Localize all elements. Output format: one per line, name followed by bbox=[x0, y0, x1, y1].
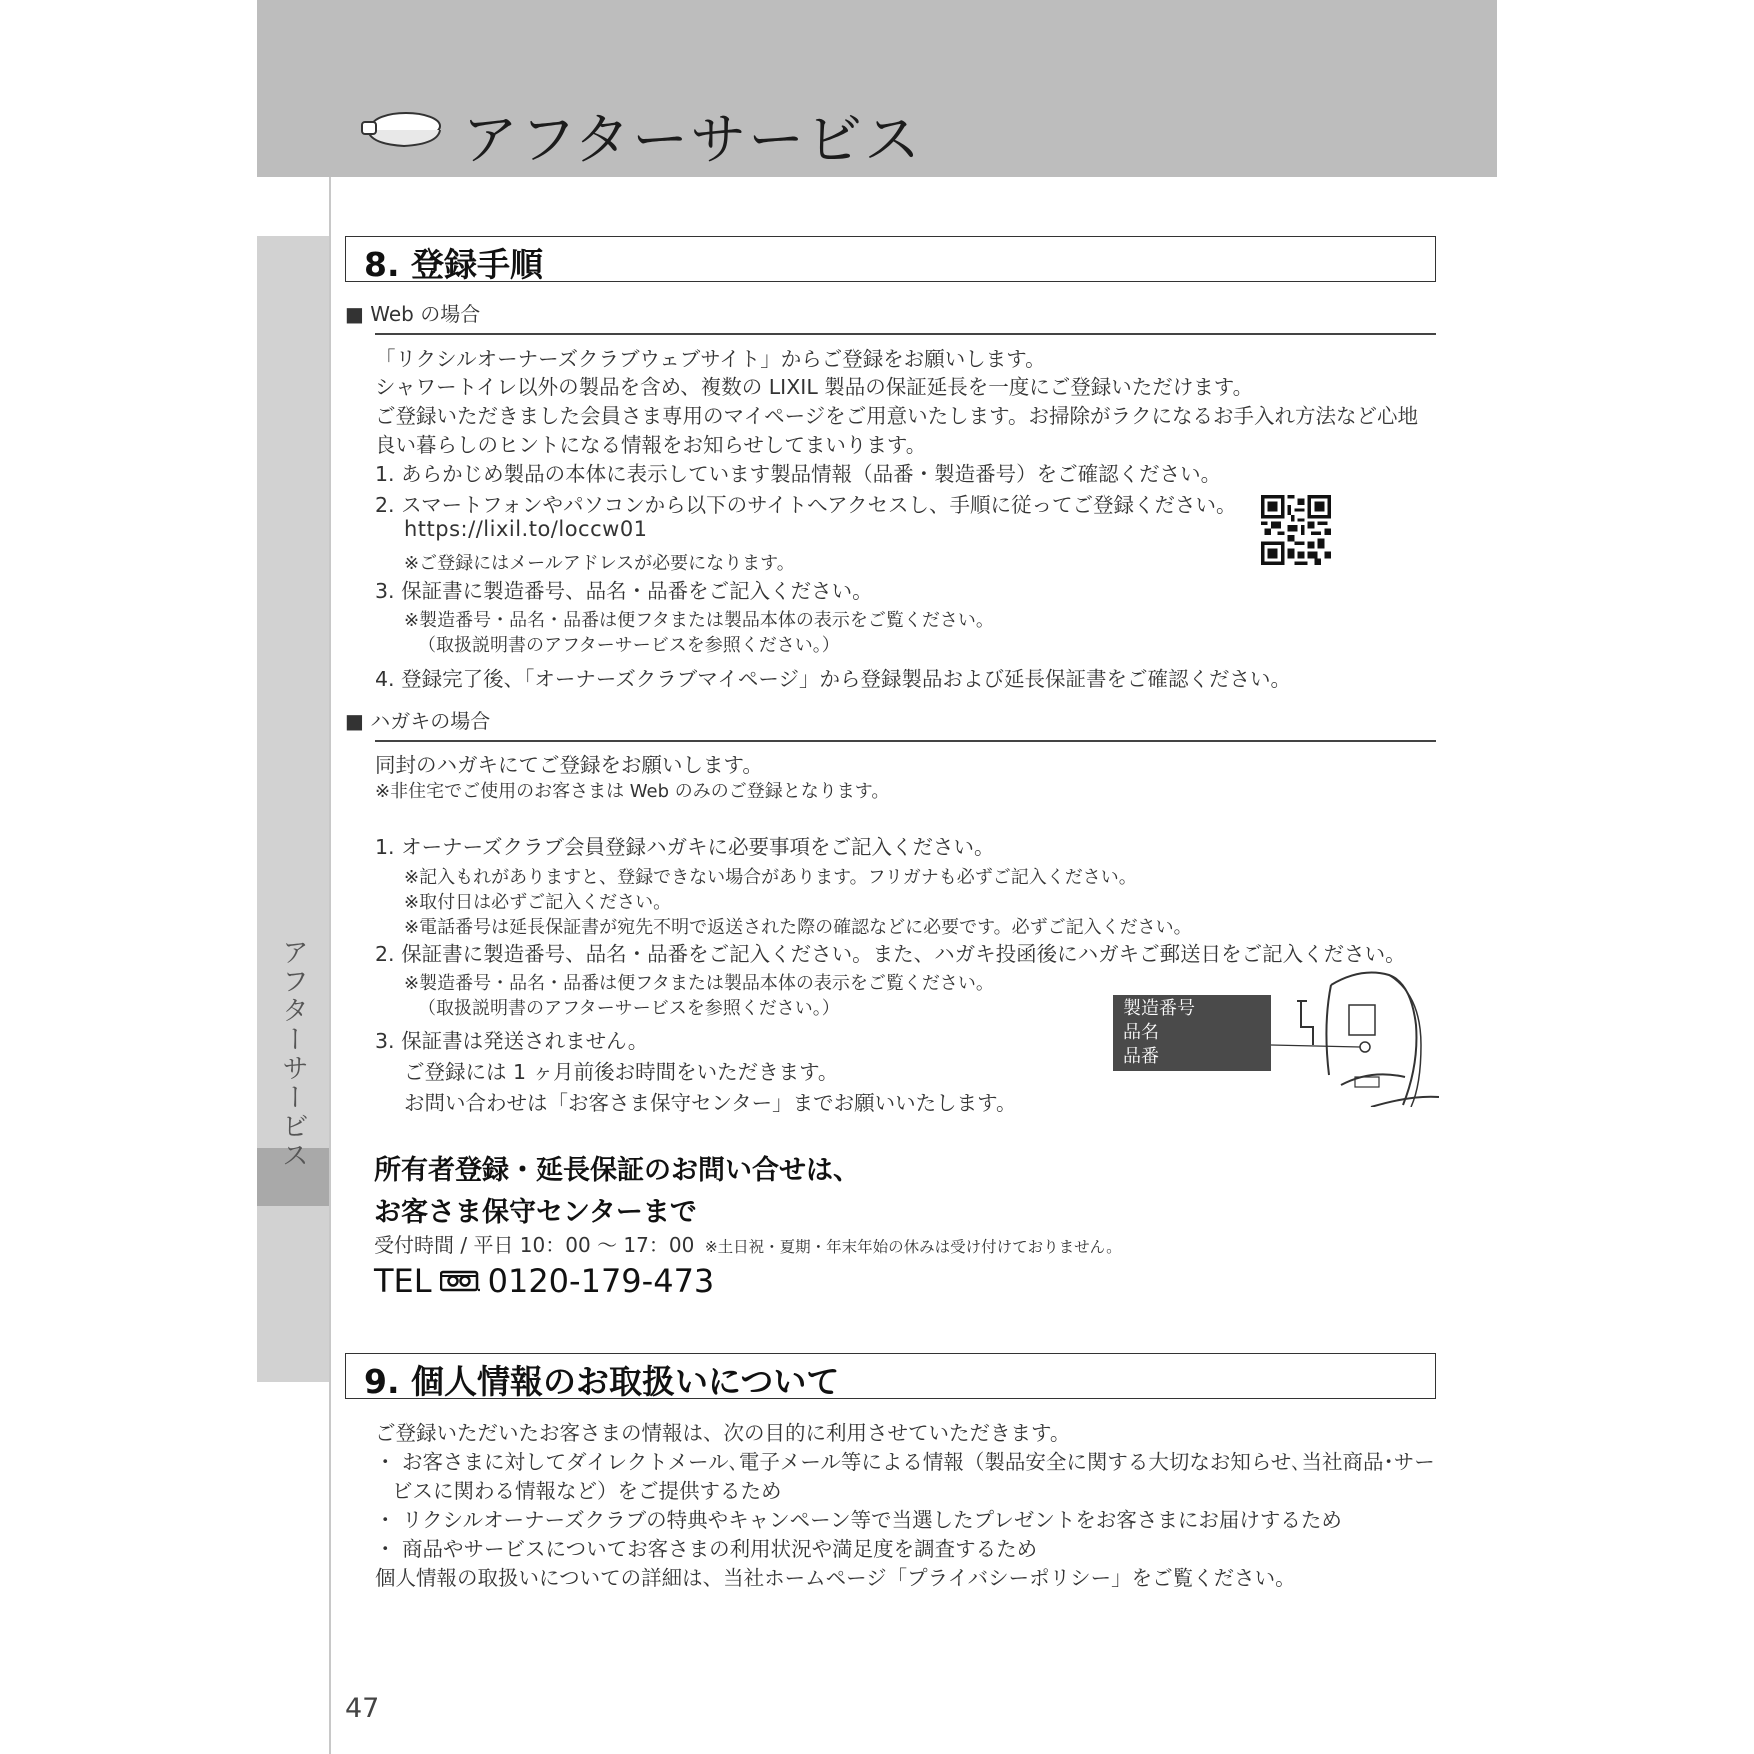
privacy-bullet-1-line-2: ビスに関わる情報など）をご提供するため bbox=[392, 1479, 782, 1503]
privacy-intro: ご登録いただいたお客さまの情報は、次の目的に利用させていただきます。 bbox=[375, 1421, 1071, 1445]
qr-code-icon[interactable] bbox=[1261, 495, 1331, 565]
tel-label: TEL bbox=[374, 1262, 432, 1300]
web-note-manual: （取扱説明書のアフターサービスを参照ください。） bbox=[418, 635, 840, 656]
contact-hours-text: 受付時間 / 平日 10：00 〜 17：00 bbox=[374, 1233, 695, 1257]
contact-phone[interactable] bbox=[374, 1262, 714, 1300]
section-9-title: 9. 個人情報のお取扱いについて bbox=[364, 1362, 840, 1401]
web-step-1: 1. あらかじめ製品の本体に表示しています製品情報（品番・製造番号）をご確認ください。 bbox=[375, 462, 1222, 486]
web-line-1: 「リクシルオーナーズクラブウェブサイト」からご登録をお願いします。 bbox=[375, 347, 1046, 371]
label-product-number: 品番 bbox=[1123, 1046, 1159, 1067]
postcard-step-2: 2. 保証書に製造番号、品名・品番をご記入ください。また、ハガキ投函後にハガキご郵送日をご記入ください。 bbox=[375, 942, 1406, 966]
toilet-illustration bbox=[1271, 965, 1439, 1107]
web-line-4: 良い暮らしのヒントになる情報をお知らせしてまいります。 bbox=[375, 433, 927, 457]
toilet-seat-icon bbox=[360, 108, 444, 152]
postcard-step-1: 1. オーナーズクラブ会員登録ハガキに必要事項をご記入ください。 bbox=[375, 835, 995, 859]
postcard-intro: 同封のハガキにてご登録をお願いします。 bbox=[375, 753, 763, 777]
web-line-2: シャワートイレ以外の製品を含め、複数の LIXIL 製品の保証延長を一度にご登録いただけます。 bbox=[375, 375, 1254, 399]
privacy-bullet-1-line-1: ・ お客さまに対してダイレクトメール､電子メール等による情報（製品安全に関する大切なお知らせ､当社商品･サー bbox=[375, 1450, 1435, 1474]
web-rule bbox=[375, 333, 1436, 335]
postcard-note-3: ※電話番号は延長保証書が宛先不明で返送された際の確認などに必要です。必ずご記入ください。 bbox=[404, 917, 1192, 938]
side-tab-label: アフターサービス bbox=[277, 938, 308, 1170]
postcard-note-4: ※製造番号・品名・品番は便フタまたは製品本体の表示をご覧ください。 bbox=[404, 973, 994, 994]
contact-hours-note: ※土日祝・夏期・年末年始の休みは受け付けておりません。 bbox=[704, 1238, 1122, 1256]
margin-rule bbox=[329, 177, 331, 1754]
contact-hours bbox=[374, 1229, 1122, 1258]
web-step-2: 2. スマートフォンやパソコンから以下のサイトへアクセスし、手順に従ってご登録ください。 bbox=[375, 493, 1237, 517]
section-9-header bbox=[345, 1353, 1436, 1399]
contact-heading-1: 所有者登録・延長保証のお問い合せは、 bbox=[374, 1155, 860, 1186]
web-note-email: ※ご登録にはメールアドレスが必要になります。 bbox=[404, 553, 795, 574]
label-serial: 製造番号 bbox=[1123, 998, 1195, 1019]
product-label-callout bbox=[1113, 995, 1271, 1071]
postcard-heading: ■ ハガキの場合 bbox=[345, 709, 491, 733]
postcard-step-3-line-3: お問い合わせは「お客さま保守センター」までお願いいたします。 bbox=[404, 1091, 1017, 1115]
web-heading: ■ Web の場合 bbox=[345, 302, 481, 326]
postcard-rule bbox=[375, 740, 1436, 742]
web-step-3: 3. 保証書に製造番号、品名・品番をご記入ください。 bbox=[375, 579, 873, 603]
label-product-name: 品名 bbox=[1123, 1022, 1159, 1043]
web-note-display: ※製造番号・品名・品番は便フタまたは製品本体の表示をご覧ください。 bbox=[404, 610, 994, 631]
privacy-closing: 個人情報の取扱いについての詳細は、当社ホームページ「プライバシーポリシー」をご覧ください。 bbox=[375, 1566, 1296, 1590]
side-tab bbox=[257, 236, 329, 1382]
page-title: アフターサービス bbox=[462, 108, 923, 173]
postcard-note-5: （取扱説明書のアフターサービスを参照ください。） bbox=[418, 998, 840, 1019]
contact-heading-2: お客さま保守センターまで bbox=[374, 1197, 697, 1228]
web-line-3: ご登録いただきました会員さま専用のマイページをご用意いたします。お掃除がラクになるお手入れ方法など心地 bbox=[375, 404, 1419, 428]
page-number: 47 bbox=[345, 1693, 380, 1724]
section-8-header bbox=[345, 236, 1436, 282]
postcard-note-nonresidential: ※非住宅でご使用のお客さまは Web のみのご登録となります。 bbox=[375, 781, 890, 802]
registration-url[interactable]: https://lixil.to/loccw01 bbox=[404, 517, 648, 541]
section-8-title: 8. 登録手順 bbox=[364, 245, 543, 284]
postcard-note-2: ※取付日は必ずご記入ください。 bbox=[404, 892, 672, 913]
freedial-icon bbox=[440, 1270, 480, 1292]
tel-number[interactable]: 0120-179-473 bbox=[487, 1262, 715, 1300]
privacy-bullet-2: ・ リクシルオーナーズクラブの特典やキャンペーン等で当選したプレゼントをお客さまにお届けするため bbox=[375, 1508, 1342, 1532]
postcard-note-1: ※記入もれがありますと、登録できない場合があります。フリガナも必ずご記入ください。 bbox=[404, 867, 1137, 888]
postcard-step-3: 3. 保証書は発送されません。 bbox=[375, 1029, 649, 1053]
web-step-4: 4. 登録完了後、「オーナーズクラブマイページ」から登録製品および延長保証書をご確認ください。 bbox=[375, 667, 1291, 691]
postcard-step-3-line-2: ご登録には 1 ヶ月前後お時間をいただきます。 bbox=[404, 1060, 839, 1084]
privacy-bullet-3: ・ 商品やサービスについてお客さまの利用状況や満足度を調査するため bbox=[375, 1537, 1038, 1561]
